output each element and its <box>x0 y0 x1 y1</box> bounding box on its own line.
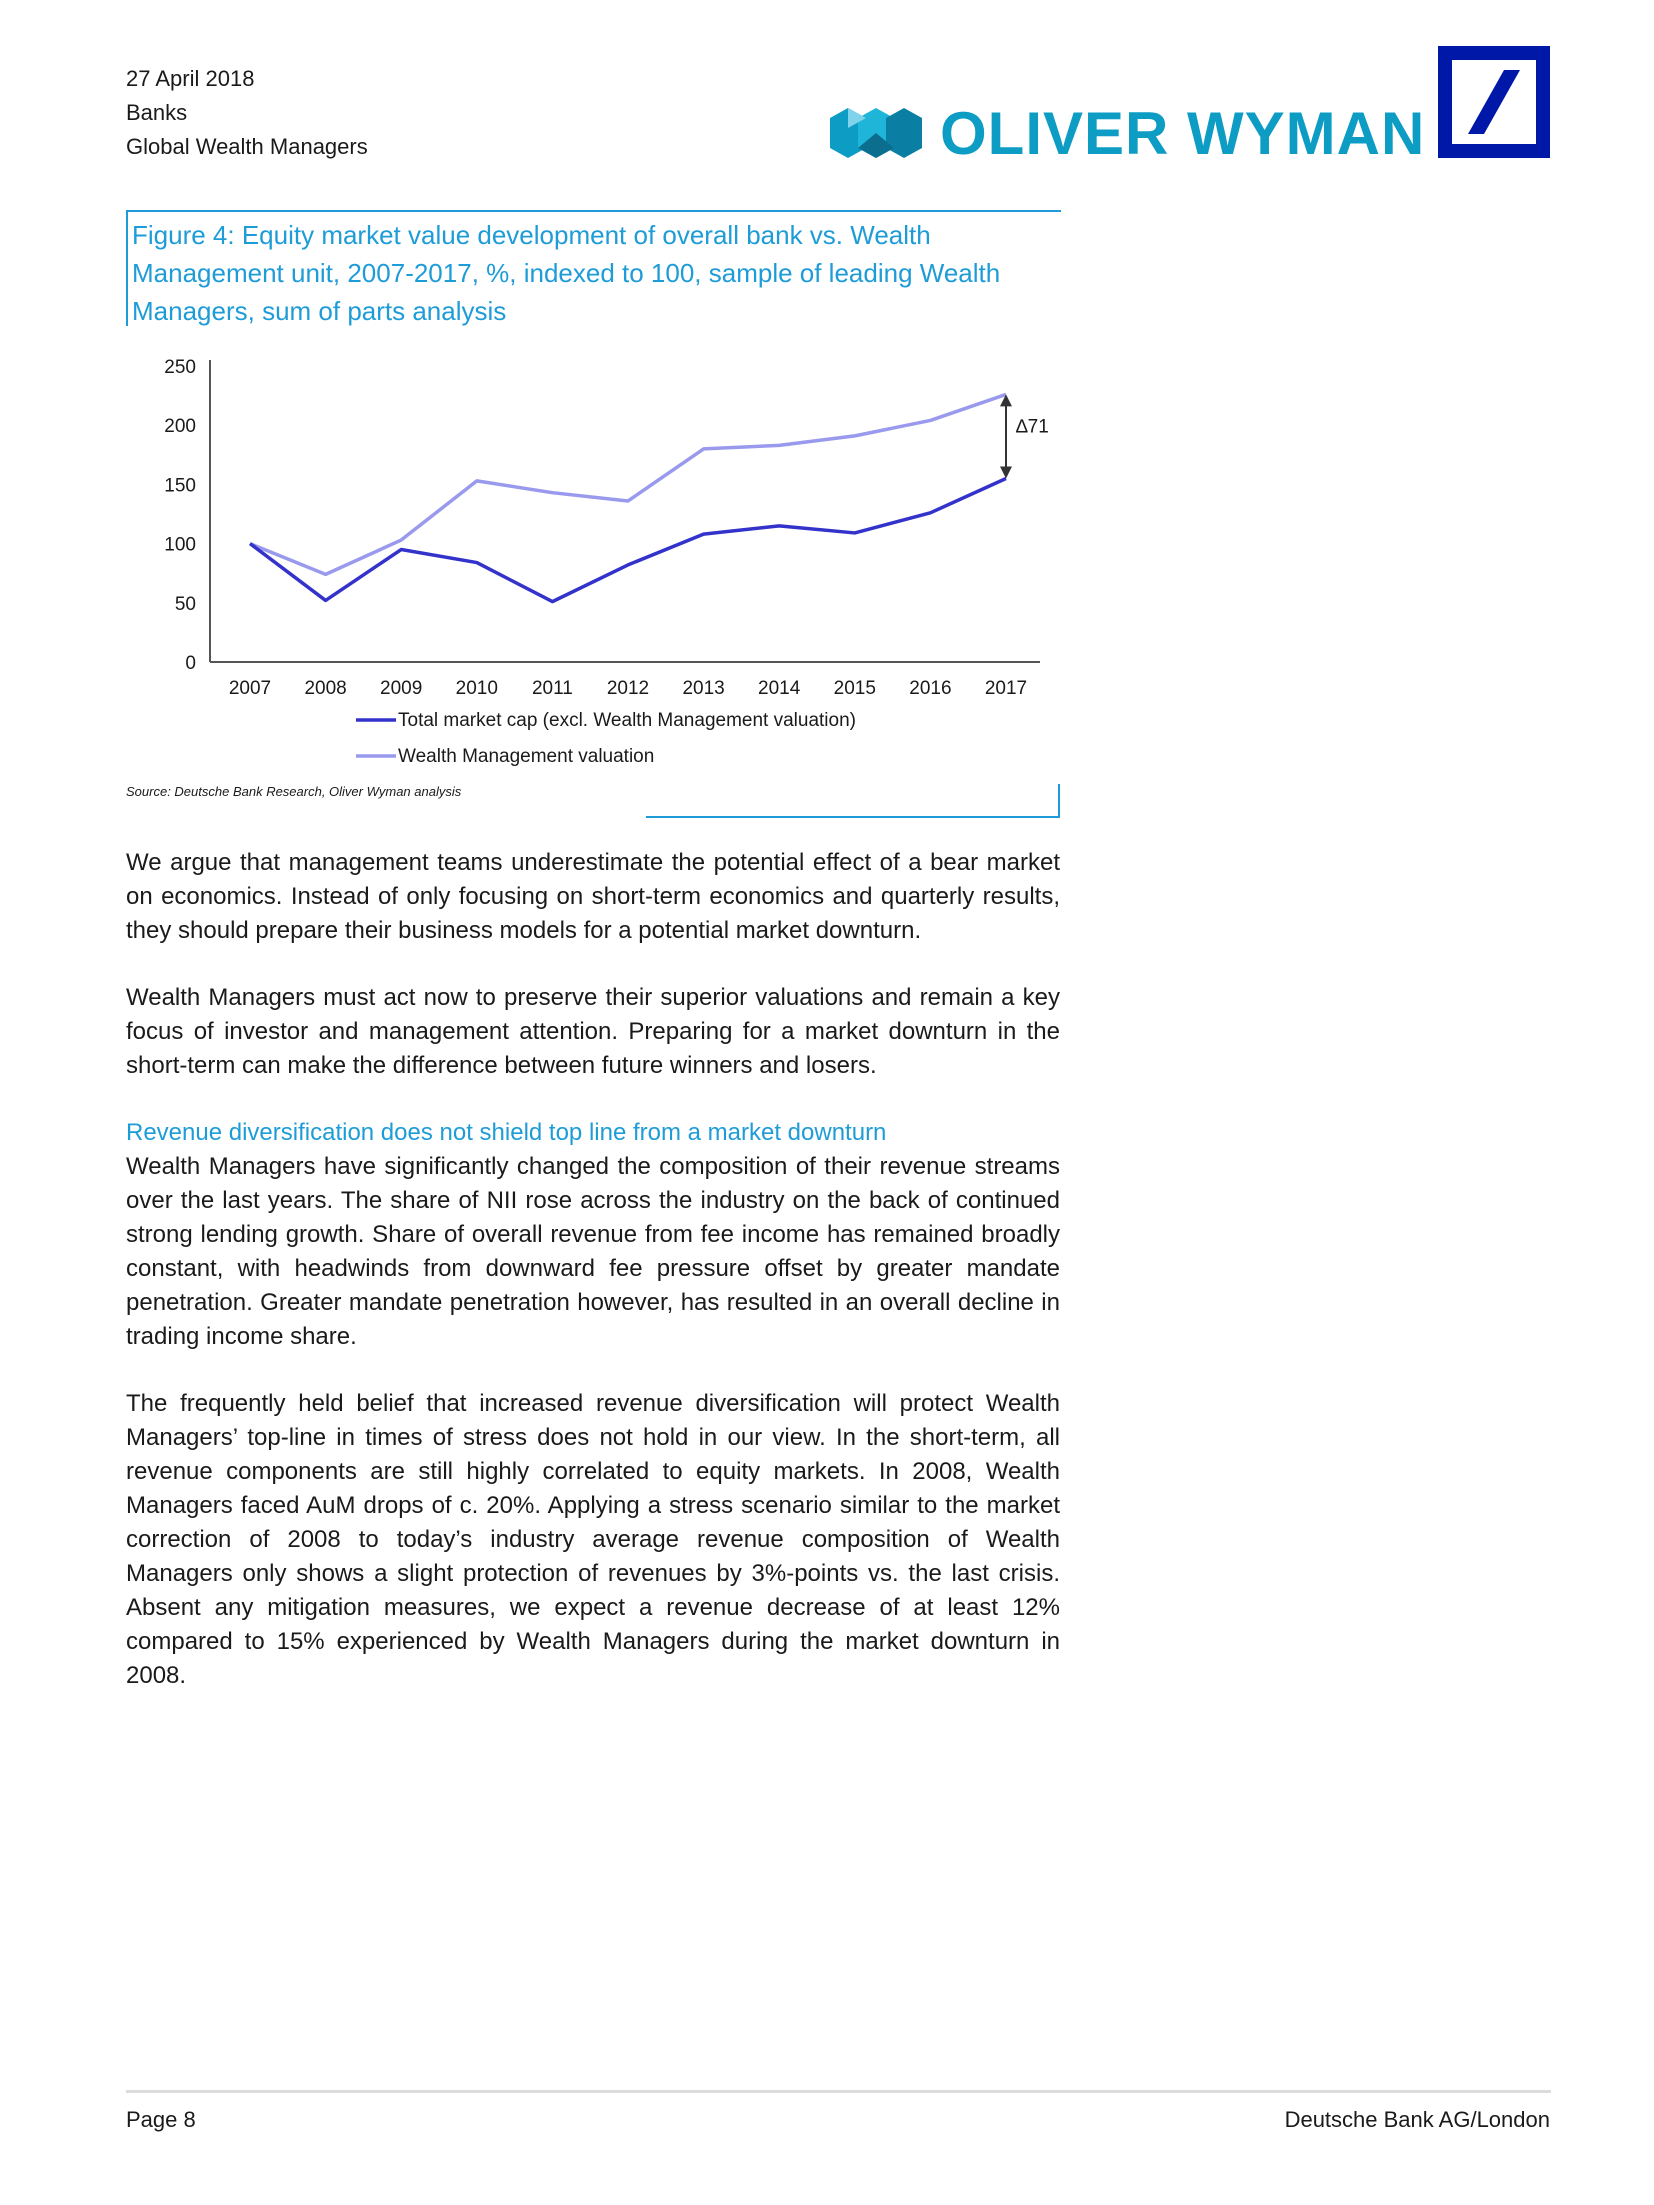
x-tick-label: 2011 <box>531 678 573 699</box>
x-tick-label: 2007 <box>228 678 272 699</box>
series-line-0 <box>250 478 1006 601</box>
x-tick-label: 2017 <box>984 678 1028 699</box>
paragraph-2: Wealth Managers must act now to preserve their superior valuations and remain a key focus of investor and management attention. Preparing for a market downturn in the short-term can make the difference between future winners and losers. <box>126 984 1060 1079</box>
line-chart <box>126 340 1061 790</box>
y-tick-label: 150 <box>164 475 196 497</box>
x-tick-label: 2010 <box>455 678 498 699</box>
report-date: 27 April 2018 <box>126 66 255 91</box>
page-number: Page 8 <box>126 2107 196 2132</box>
x-tick-label: 2016 <box>909 678 952 699</box>
deutsche-bank-logo-icon <box>1438 46 1550 158</box>
y-tick-label: 250 <box>164 357 196 378</box>
section-heading: Revenue diversification does not shield top line from a market downturn <box>126 1119 887 1146</box>
delta-arrow-head-bottom <box>1000 466 1012 478</box>
y-tick-label: 0 <box>185 653 196 674</box>
report-name: Global Wealth Managers <box>126 134 368 159</box>
x-tick-label: 2009 <box>380 678 423 699</box>
figure-top-rule <box>126 210 1061 212</box>
header-meta <box>126 62 368 164</box>
legend-label-1: Wealth Management valuation <box>398 746 655 767</box>
paragraph-1: We argue that management teams underestimate the potential effect of a bear market on economics. Instead of only focusing on short-term economics and quarterly results, they should prepare their business models for a potential market downturn. <box>126 849 1060 944</box>
deutsche-bank-slash-icon <box>1452 60 1536 144</box>
series-line-1 <box>250 394 1006 574</box>
report-sector: Banks <box>126 100 188 125</box>
x-tick-label: 2013 <box>682 678 725 699</box>
oliver-wyman-logo <box>830 100 1430 167</box>
y-tick-label: 50 <box>174 593 196 615</box>
footer-rule <box>126 2090 1551 2093</box>
x-tick-label: 2015 <box>833 678 876 699</box>
delta-annotation-label: ∆71 <box>1016 416 1049 438</box>
oliver-wyman-wordmark: OLIVER WYMAN <box>940 100 1426 167</box>
figure-left-rule <box>126 210 128 326</box>
y-tick-label: 100 <box>164 534 196 556</box>
figure-bottom-rule <box>646 816 1060 818</box>
publisher: Deutsche Bank AG/London <box>1284 2107 1550 2132</box>
figure-4 <box>126 210 1061 818</box>
legend-label-0: Total market cap (excl. Wealth Management valuation) <box>398 710 856 731</box>
article-body <box>126 846 1060 1726</box>
oliver-wyman-mark-icon <box>830 108 922 158</box>
x-tick-label: 2012 <box>606 678 650 699</box>
figure-bottom-right-rule <box>1058 784 1060 818</box>
figure-title: Figure 4: Equity market value development of overall bank vs. Wealth Management unit, 2007-2017, %, indexed to 100, sample of leading Wealth Managers, sum of parts analysis <box>132 220 1001 326</box>
figure-source: Source: Deutsche Bank Research, Oliver Wyman analysis <box>126 784 462 799</box>
paragraph-4: The frequently held belief that increased revenue diversification will protect Wealth Managers’ top-line in times of stress does not hold in our view. In the short-term, all revenue components are still highly correlated to equity markets. In 2008, Wealth Managers faced AuM drops of c. 20%. Applying a stress scenario similar to the market correction of 2008 to today’s industry average revenue composition of Wealth Managers only shows a slight protection of revenues by 3%-points vs. the last crisis. Absent any mitigation measures, we expect a revenue decrease of at least 12% compared to 15% experienced by Wealth Managers during the market downturn in 2008. <box>126 1390 1060 1689</box>
paragraph-3: Wealth Managers have significantly changed the composition of their revenue streams over the last years. The share of NII rose across the industry on the back of continued strong lending growth. Share of overall revenue from fee income has remained broadly constant, with headwinds from downward fee pressure offset by greater mandate penetration. Greater mandate penetration however, has resulted in an overall decline in trading income share. <box>126 1153 1060 1350</box>
x-tick-label: 2008 <box>304 678 347 699</box>
y-tick-label: 200 <box>164 416 196 438</box>
x-tick-label: 2014 <box>758 678 801 699</box>
